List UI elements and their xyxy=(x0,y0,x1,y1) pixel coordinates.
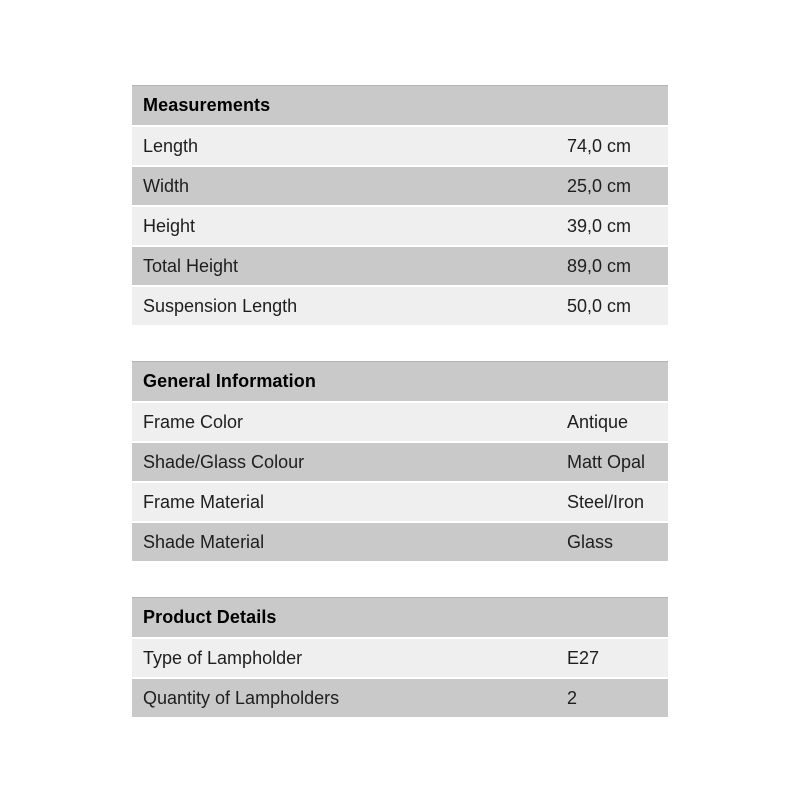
measurements-table-header xyxy=(132,85,668,125)
row-value: Matt Opal xyxy=(567,451,646,472)
table-row xyxy=(132,401,668,441)
table-row xyxy=(132,245,668,285)
table-row xyxy=(132,677,668,717)
table-row xyxy=(132,205,668,245)
row-value: Glass xyxy=(567,531,614,552)
row-label: Suspension Length xyxy=(143,295,298,316)
row-value: 39,0 cm xyxy=(567,215,632,236)
table-row xyxy=(132,481,668,521)
row-label: Shade Material xyxy=(143,531,265,552)
row-value: 2 xyxy=(567,687,578,708)
table-title: General Information xyxy=(143,371,316,391)
row-label: Type of Lampholder xyxy=(143,647,303,668)
row-label: Total Height xyxy=(143,255,239,276)
row-label: Length xyxy=(143,135,199,156)
table-title: Measurements xyxy=(143,95,271,115)
row-label: Quantity of Lampholders xyxy=(143,687,340,708)
row-value: 89,0 cm xyxy=(567,255,632,276)
row-label: Shade/Glass Colour xyxy=(143,451,305,472)
table-row xyxy=(132,125,668,165)
row-value: 25,0 cm xyxy=(567,175,632,196)
row-value: Steel/Iron xyxy=(567,491,645,512)
row-value: Antique xyxy=(567,411,629,432)
row-label: Frame Material xyxy=(143,491,265,512)
table-row xyxy=(132,441,668,481)
product-specifications xyxy=(132,85,668,753)
row-value: 74,0 cm xyxy=(567,135,632,156)
table-row xyxy=(132,637,668,677)
row-value: E27 xyxy=(567,647,600,668)
row-label: Height xyxy=(143,215,196,236)
table-row xyxy=(132,165,668,205)
product-details-table xyxy=(132,597,668,717)
table-row xyxy=(132,285,668,325)
row-value: 50,0 cm xyxy=(567,295,632,316)
row-label: Width xyxy=(143,175,190,196)
table-title: Product Details xyxy=(143,607,277,627)
row-label: Frame Color xyxy=(143,411,244,432)
general-information-table-header xyxy=(132,361,668,401)
table-row xyxy=(132,521,668,561)
general-information-table xyxy=(132,361,668,561)
measurements-table xyxy=(132,85,668,325)
product-details-table-header xyxy=(132,597,668,637)
